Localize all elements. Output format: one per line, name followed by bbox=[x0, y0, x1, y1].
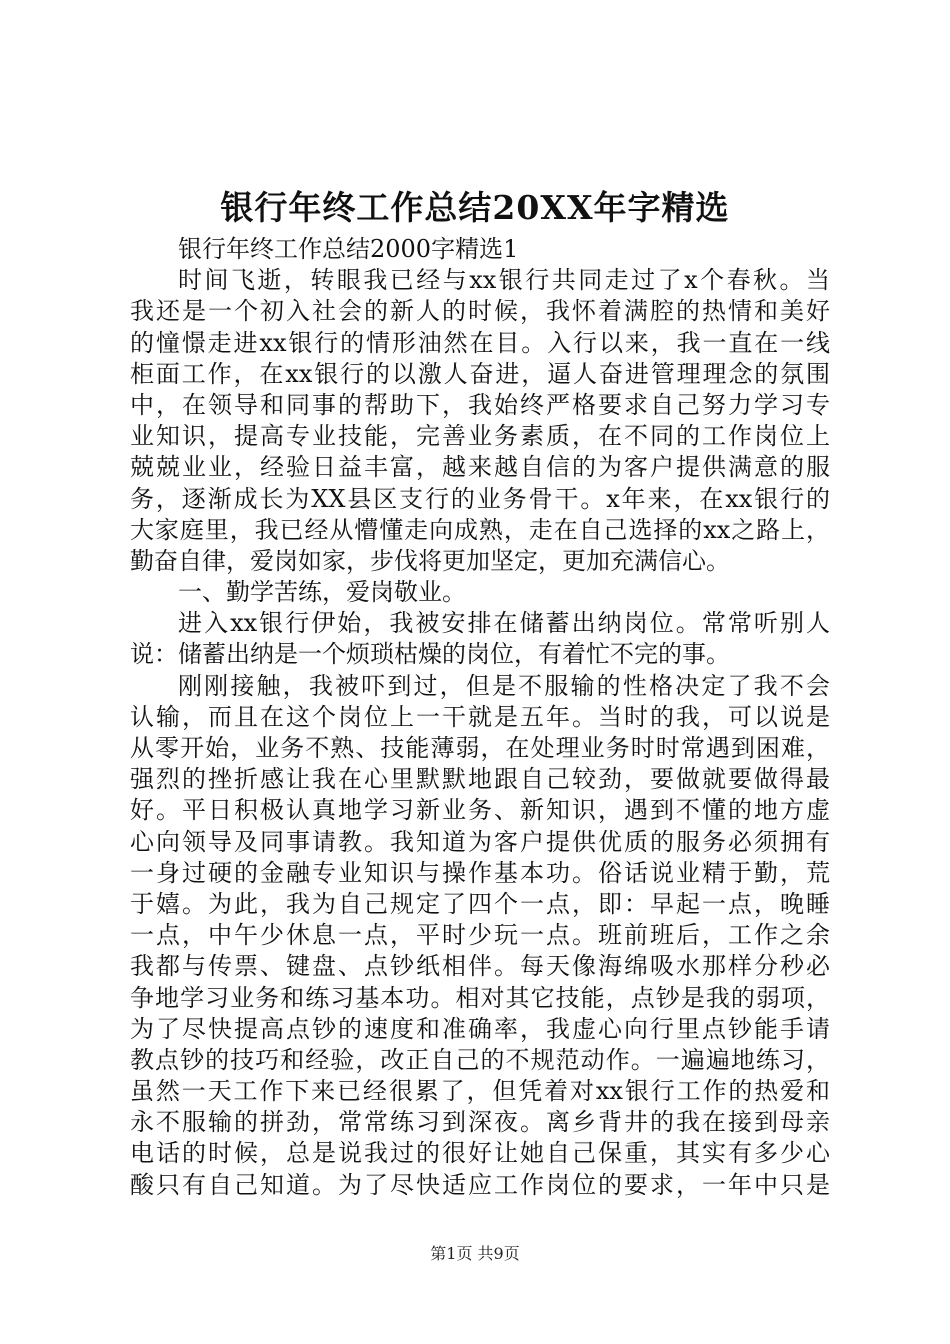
paragraph-line: 争地学习业务和练习基本功。相对其它技能，点钞是我的弱项， bbox=[130, 983, 830, 1012]
paragraph-line: 永不服输的拼劲，常常练习到深夜。离乡背井的我在接到母亲 bbox=[130, 1108, 830, 1137]
paragraph-line: 我还是一个初入社会的新人的时候，我怀着满腔的热情和美好 bbox=[130, 297, 830, 326]
paragraph-line: 于嬉。为此，我为自己规定了四个一点，即：早起一点，晚睡 bbox=[130, 889, 830, 918]
paragraph-line: 电话的时候，总是说我过的很好让她自己保重，其实有多少心 bbox=[130, 1139, 830, 1168]
paragraph-line: 一身过硬的金融专业知识与操作基本功。俗话说业精于勤，荒 bbox=[130, 858, 830, 887]
section-heading: 银行年终工作总结2000字精选1 bbox=[178, 235, 519, 263]
paragraph-line: 勤奋自律，爱岗如家，步伐将更加坚定，更加充满信心。 bbox=[130, 546, 730, 575]
paragraph-line: 为了尽快提高点钞的速度和准确率，我虚心向行里点钞能手请 bbox=[130, 1014, 830, 1043]
paragraph-line: 教点钞的技巧和经验，改正自己的不规范动作。一遍遍地练习， bbox=[130, 1045, 830, 1074]
paragraph-line: 时间飞逝，转眼我已经与xx银行共同走过了x个春秋。当 bbox=[178, 266, 830, 295]
paragraph-line: 酸只有自己知道。为了尽快适应工作岗位的要求，一年中只是 bbox=[130, 1170, 830, 1199]
paragraph-line: 好。平日积极认真地学习新业务、新知识，遇到不懂的地方虚 bbox=[130, 796, 830, 825]
paragraph-line: 从零开始，业务不熟、技能薄弱，在处理业务时时常遇到困难， bbox=[130, 734, 830, 762]
section-heading: 一、勤学苦练，爱岗敬业。 bbox=[178, 578, 466, 607]
paragraph-line: 虽然一天工作下来已经很累了，但凭着对xx银行工作的热爱和 bbox=[130, 1077, 830, 1106]
paragraph-line: 中，在领导和同事的帮助下，我始终严格要求自己努力学习专 bbox=[130, 390, 830, 419]
paragraph-line: 说：储蓄出纳是一个烦琐枯燥的岗位，有着忙不完的事。 bbox=[130, 640, 730, 669]
paragraph-line: 认输，而且在这个岗位上一干就是五年。当时的我，可以说是 bbox=[130, 702, 830, 731]
paragraph-line: 心向领导及同事请教。我知道为客户提供优质的服务必须拥有 bbox=[130, 827, 830, 856]
paragraph-line: 进入xx银行伊始，我被安排在储蓄出纳岗位。常常听别人 bbox=[178, 609, 830, 638]
document-body bbox=[130, 234, 830, 1201]
paragraph-line: 大家庭里，我已经从懵懂走向成熟，走在自己选择的xx之路上， bbox=[130, 515, 830, 544]
page-number-footer: 第1页 共9页 bbox=[430, 1244, 520, 1263]
paragraph-line: 兢兢业业，经验日益丰富，越来越自信的为客户提供满意的服 bbox=[130, 453, 830, 482]
paragraph-line: 的憧憬走进xx银行的情形油然在目。入行以来，我一直在一线 bbox=[130, 328, 830, 357]
paragraph-line: 业知识，提高专业技能，完善业务素质，在不同的工作岗位上 bbox=[130, 422, 830, 451]
paragraph-line: 强烈的挫折感让我在心里默默地跟自己较劲，要做就要做得最 bbox=[130, 765, 830, 794]
paragraph-line: 一点，中午少休息一点，平时少玩一点。班前班后，工作之余 bbox=[130, 921, 830, 950]
paragraph-line: 务，逐渐成长为XX县区支行的业务骨干。x年来，在xx银行的 bbox=[130, 484, 830, 513]
document-title: 银行年终工作总结20XX年字精选 bbox=[220, 188, 730, 227]
paragraph-line: 刚刚接触，我被吓到过，但是不服输的性格决定了我不会 bbox=[178, 671, 830, 700]
paragraph-line: 柜面工作，在xx银行的以激人奋进，逼人奋进管理理念的氛围 bbox=[130, 359, 830, 388]
paragraph-line: 我都与传票、键盘、点钞纸相伴。每天像海绵吸水那样分秒必 bbox=[130, 952, 830, 981]
